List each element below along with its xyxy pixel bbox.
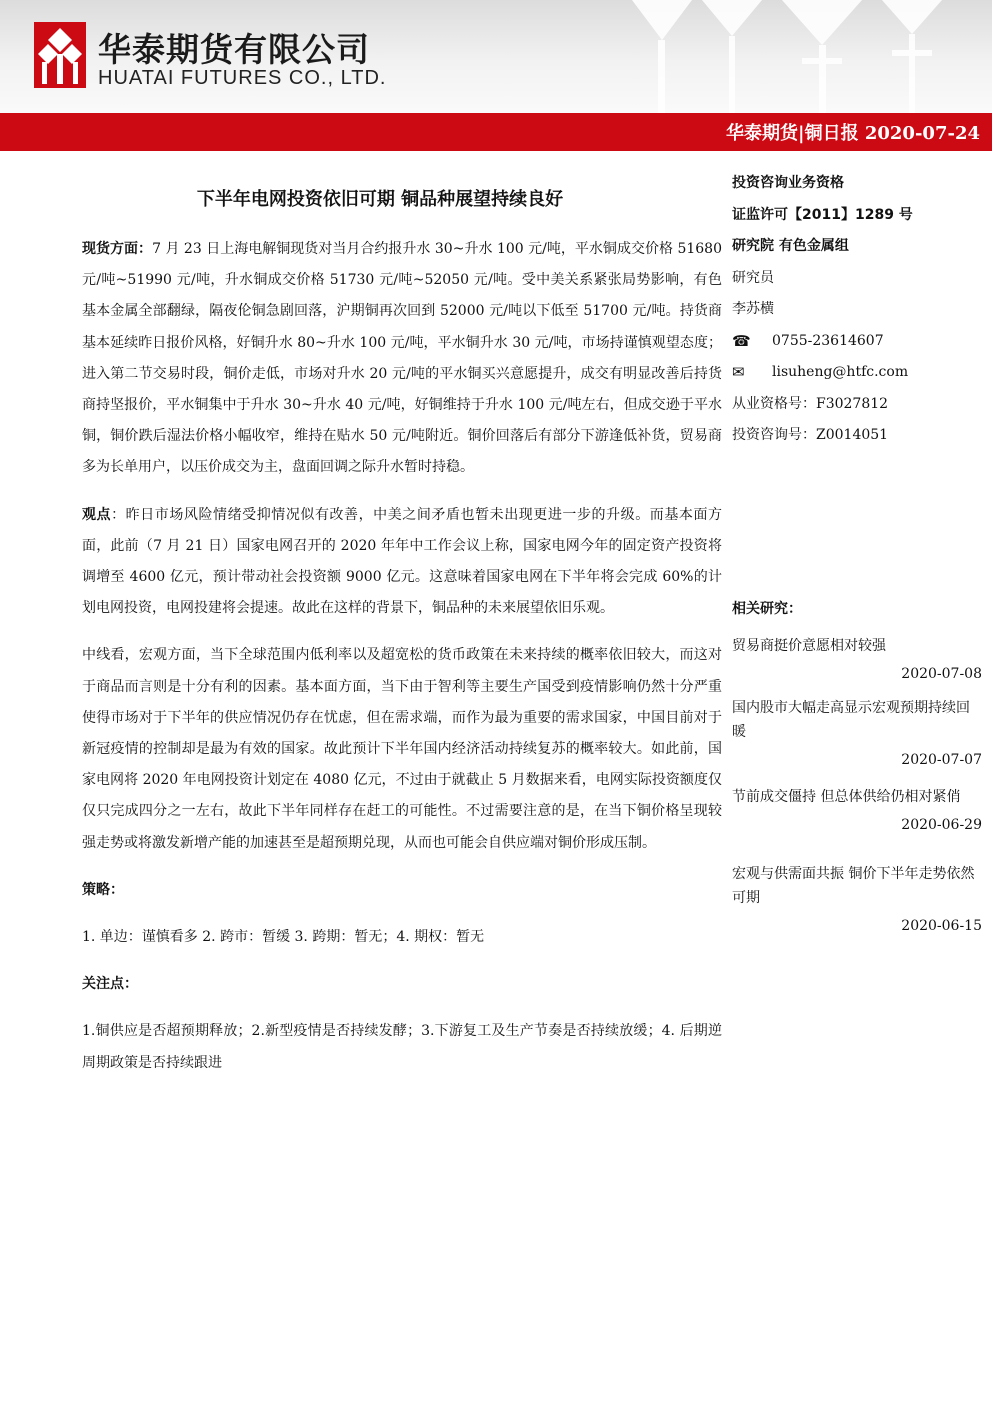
- strategy-text: 1. 单边：谨慎看多 2. 跨市：暂缓 3. 跨期：暂无；4. 期权：暂无: [82, 929, 485, 946]
- related-date: 2020-07-07: [901, 752, 982, 768]
- phone-icon: ☎: [732, 331, 751, 350]
- midterm-paragraph: 中线看，宏观方面，当下全球范围内低利率以及超宽松的货币政策在未来持续的概率依旧较大，而这对于商品而言则是十分有利的因素。基本面方面，当下由于智利等主要生产国受到疫情影响仍然十分严重使得市场对于下半年的供应情况仍存在忧虑，但在需求端，而作为最为重要的需求国家，中国目前对于新冠疫情的控制却是最为有效的国家。故此预计下半年国内经济活动持续复苏的概率较大。如此前，国家电网将 2020 年电网投资计划定在 4080 亿元，不过由于就截止 5 月数据来看，电网实际投资额度仅仅只完成四分之一左右，故此下半年同样存在赶工的可能性。不过需要注意的是，在当下铜价格呈现较强走势或将激发新增产能的加速甚至是超预期兑现，从而也可能会自供应端对铜价形成压制。: [82, 647, 722, 851]
- main-content: [82, 234, 722, 1095]
- header-decoration-icon: [592, 0, 992, 113]
- phone-number: 0755-23614607: [772, 332, 884, 349]
- spot-text: 7 月 23 日上海电解铜现货对当月合约报升水 30~升水 100 元/吨，平水铜成交价格 51680 元/吨~51990 元/吨，升水铜成交价格 51730 元/吨~52050 元/吨。受中美关系紧张局势影响，有色基本金属全部翻绿，隔夜伦铜急剧回落，沪期铜再次回到 52000 元/吨以下低至 51700 元/吨。持货商基本延续昨日报价风格，好铜升水 80~升水 100 元/吨，平水铜升水 30 元/吨，市场持谨慎观望态度；进入第二节交易时段，铜价走低，市场对升水 20 元/吨的平水铜买兴意愿提升，成交有明显改善后持货商持坚报价，平水铜集中于升水 30~升水 40 元/吨，好铜维持于升水 100 元/吨左右，但成交逊于平水铜，铜价跌后湿法价格小幅收窄，维持在贴水 50 元/吨附近。铜价回落后有部分下游逢低补货，贸易商多为长单用户，以压价成交为主，盘面回调之际升水暂时持稳。: [82, 241, 722, 476]
- related-item[interactable]: [732, 634, 982, 686]
- author-sidebar: [732, 168, 982, 452]
- phone-row: [732, 326, 982, 358]
- qualification: 投资咨询业务资格: [732, 175, 844, 191]
- related-item[interactable]: [732, 785, 982, 837]
- strategy-heading: 策略：: [82, 881, 124, 898]
- related-title[interactable]: 国内股市大幅走高显示宏观预期持续回暖: [732, 700, 970, 740]
- author-name: 李苏横: [732, 301, 774, 317]
- related-item[interactable]: [732, 862, 982, 938]
- brand-name-cn: 华泰期货有限公司: [98, 30, 370, 69]
- related-heading: 相关研究：: [732, 601, 802, 617]
- related-date: 2020-07-08: [901, 666, 982, 682]
- page-header: [0, 0, 992, 113]
- view-label: 观点: [82, 506, 112, 523]
- related-title[interactable]: 宏观与供需面共振 铜价下半年走势依然可期: [732, 866, 975, 906]
- related-title[interactable]: 节前成交僵持 但总体供给仍相对紧俏: [732, 789, 961, 805]
- related-date: 2020-06-15: [901, 918, 982, 934]
- email-row: [732, 357, 982, 389]
- report-label: 华泰期货|铜日报 2020-07-24: [726, 123, 980, 144]
- company-logo-icon: [34, 22, 86, 88]
- email-link[interactable]: lisuheng@htfc.com: [772, 364, 909, 380]
- cert-number: 从业资格号：F3027812: [732, 395, 889, 412]
- related-item[interactable]: [732, 696, 982, 772]
- view-paragraph: [82, 500, 722, 625]
- related-title[interactable]: 贸易商挺价意愿相对较强: [732, 638, 886, 654]
- consult-number: 投资咨询号：Z0014051: [732, 427, 889, 443]
- license-number: 证监许可【2011】1289 号: [732, 206, 913, 223]
- focus-heading: 关注点：: [82, 976, 138, 993]
- spot-label: 现货方面：: [82, 241, 153, 257]
- author-role: 研究员: [732, 269, 774, 286]
- report-title: 下半年电网投资依旧可期 铜品种展望持续良好: [196, 189, 564, 210]
- brand-name-en: HUATAI FUTURES CO., LTD.: [98, 67, 387, 89]
- view-text: ：昨日市场风险情绪受抑情况似有改善，中美之间矛盾也暂未出现更进一步的升级。而基本面方面，此前（7 月 21 日）国家电网召开的 2020 年年中工作会议上称，国家电网今年的固定资产投资将调增至 4600 亿元，预计带动社会投资额 9000 亿元。这意味着国家电网在下半年将会完成 60%的计划电网投资，电网投建将会提速。故此在这样的背景下，铜品种的未来展望依旧乐观。: [82, 506, 723, 617]
- mail-icon: ✉: [732, 363, 745, 381]
- related-date: 2020-06-29: [901, 817, 982, 833]
- institute: 研究院 有色金属组: [732, 238, 849, 254]
- focus-text: 1.铜供应是否超预期释放；2.新型疫情是否持续发酵；3.下游复工及生产节奏是否持续放缓；4. 后期逆周期政策是否持续跟进: [82, 1023, 722, 1071]
- spot-paragraph: [82, 234, 722, 484]
